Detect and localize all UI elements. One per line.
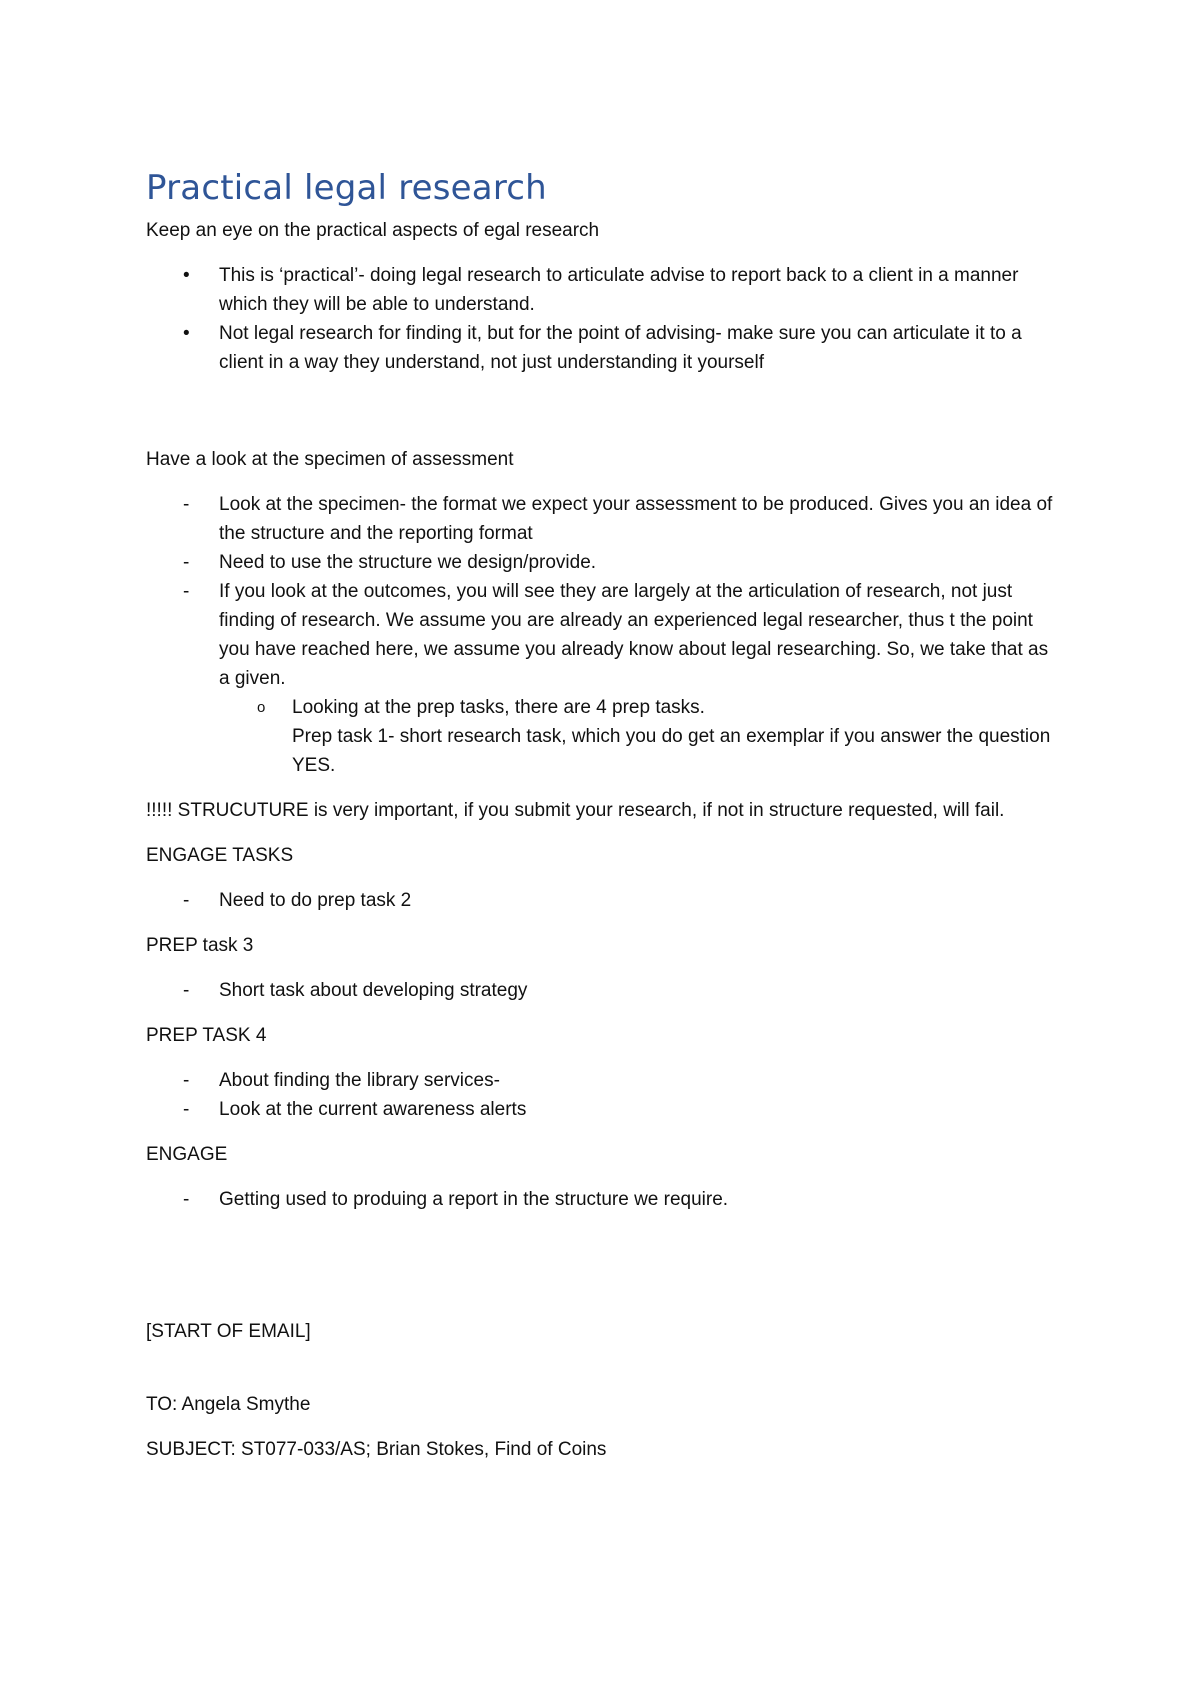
dash-marker: -: [183, 1189, 190, 1210]
intro-line: Keep an eye on the practical aspects of egal research: [146, 220, 600, 241]
email-start-marker: [START OF EMAIL]: [146, 1321, 311, 1342]
list-item: [146, 976, 1056, 1005]
circle-marker: o: [257, 699, 266, 716]
prep-tasks-sublist: [146, 693, 1056, 780]
list-item-text: Look at the specimen- the format we expect your assessment to be produced. Gives you an idea of the structure and the reporting format: [219, 494, 1053, 544]
section-heading: ENGAGE: [146, 1144, 228, 1165]
dash-marker: -: [183, 1070, 190, 1091]
dash-marker: -: [183, 1099, 190, 1120]
document-page: [146, 168, 1056, 1464]
list-item-text: Short task about developing strategy: [219, 980, 528, 1001]
engage-tasks-list: [146, 886, 1056, 915]
list-item-text: Need to use the structure we design/provide.: [219, 552, 597, 573]
prep3-list: [146, 976, 1056, 1005]
page-title: Practical legal research: [146, 168, 547, 208]
section-heading: PREP task 3: [146, 935, 254, 956]
section-heading: PREP TASK 4: [146, 1025, 267, 1046]
list-item: [146, 1095, 1056, 1124]
bullet-marker: •: [183, 323, 190, 344]
list-item-text: If you look at the outcomes, you will see they are largely at the articulation of research, not just finding of research. We assume you are already an experienced legal researcher, thus t the point you have reached here, we assume you already know about legal researching. So, we take that as a given.: [219, 581, 1049, 689]
list-item: [146, 577, 1056, 693]
dash-marker: -: [183, 494, 190, 515]
list-item: [146, 319, 1056, 377]
bullet-list: [146, 261, 1056, 377]
sub-item-line: Looking at the prep tasks, there are 4 prep tasks.: [292, 697, 705, 718]
list-item-text: Getting used to produing a report in the structure we require.: [219, 1189, 729, 1210]
dash-marker: -: [183, 581, 190, 602]
list-item: [146, 1185, 1056, 1214]
list-item-text: Need to do prep task 2: [219, 890, 412, 911]
list-item: [146, 261, 1056, 319]
section-heading: ENGAGE TASKS: [146, 845, 294, 866]
bullet-marker: •: [183, 265, 190, 286]
prep4-list: [146, 1066, 1056, 1124]
list-item-text: Look at the current awareness alerts: [219, 1099, 527, 1120]
list-item-text: About finding the library services-: [219, 1070, 500, 1091]
specimen-heading: Have a look at the specimen of assessment: [146, 449, 514, 470]
list-item-text: This is ‘practical’- doing legal research to articulate advise to report back to a client in a manner which they will be able to understand.: [219, 265, 1019, 315]
sub-list-item: [146, 693, 1056, 780]
dash-marker: -: [183, 980, 190, 1001]
structure-warning: !!!!! STRUCUTURE is very important, if you submit your research, if not in structure requested, will fail.: [146, 800, 1005, 821]
list-item: [146, 548, 1056, 577]
list-item-text: Not legal research for finding it, but for the point of advising- make sure you can articulate it to a client in a way they understand, not just understanding it yourself: [219, 323, 1022, 373]
dash-marker: -: [183, 890, 190, 911]
email-subject-line: SUBJECT: ST077-033/AS; Brian Stokes, Find of Coins: [146, 1439, 607, 1460]
specimen-list: [146, 490, 1056, 693]
email-to-line: TO: Angela Smythe: [146, 1394, 311, 1415]
list-item: [146, 886, 1056, 915]
list-item: [146, 1066, 1056, 1095]
list-item: [146, 490, 1056, 548]
dash-marker: -: [183, 552, 190, 573]
sub-item-line: Prep task 1- short research task, which you do get an exemplar if you answer the question YES.: [292, 726, 1051, 776]
engage-list: [146, 1185, 1056, 1214]
